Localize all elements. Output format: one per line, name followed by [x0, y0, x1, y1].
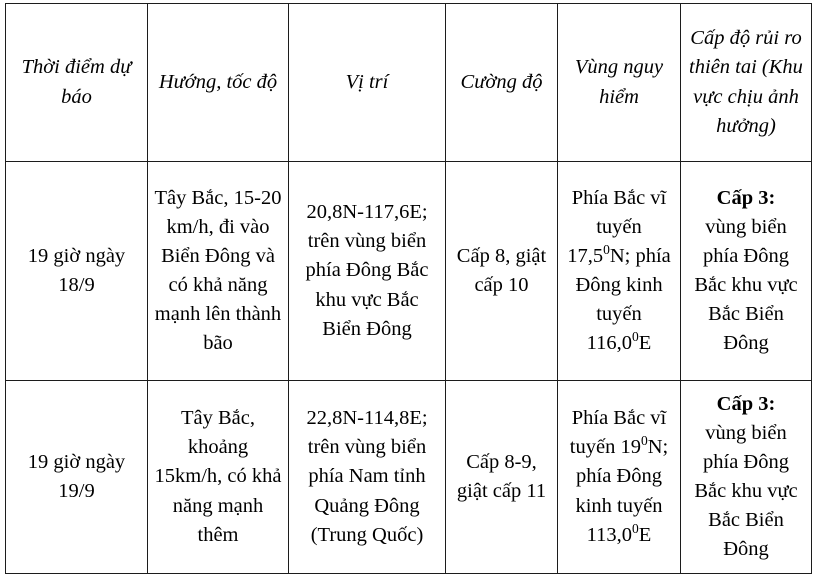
danger-zone-text-part3: E: [638, 523, 652, 546]
cell-direction-speed: Tây Bắc, 15-20 km/h, đi vào Biển Đông và có khả năng mạnh lên thành bão: [148, 162, 289, 381]
cell-direction-speed: Tây Bắc, khoảng 15km/h, có khả năng mạnh thêm: [148, 381, 289, 574]
danger-zone-text-part1: Phía Bắc vĩ tuyến 17,5: [567, 186, 667, 267]
cell-forecast-time: 19 giờ ngày 19/9: [6, 381, 148, 574]
column-header-forecast-time: Thời điểm dự báo: [6, 4, 148, 162]
degree-superscript: 0: [603, 242, 610, 258]
column-header-intensity: Cường độ: [446, 4, 558, 162]
risk-affected-area: vùng biển phía Đông Bắc khu vực Bắc Biển Đông: [694, 421, 798, 561]
danger-zone-text-part2: N; phía Đông kinh tuyến 116,0: [575, 244, 671, 355]
forecast-table-container: [5, 3, 811, 574]
risk-affected-area: vùng biển phía Đông Bắc khu vực Bắc Biển Đông: [694, 215, 798, 355]
cell-risk-level: [681, 162, 812, 381]
column-header-risk-level: Cấp độ rủi ro thiên tai (Khu vực chịu ảnh hưởng): [681, 4, 812, 162]
table-row: [6, 381, 812, 574]
cell-intensity: Cấp 8-9, giật cấp 11: [446, 381, 558, 574]
column-header-position: Vị trí: [289, 4, 446, 162]
cell-intensity: Cấp 8, giật cấp 10: [446, 162, 558, 381]
table-header-row: [6, 4, 812, 162]
cell-danger-zone: [558, 381, 681, 574]
degree-superscript: 0: [632, 329, 639, 345]
danger-zone-text-part2: N; phía Đông kinh tuyến 113,0: [575, 436, 669, 546]
danger-zone-text-part1: Phía Bắc vĩ tuyến 19: [569, 407, 667, 459]
degree-superscript: 0: [640, 433, 648, 449]
column-header-danger-zone: Vùng nguy hiểm: [558, 4, 681, 162]
risk-level-badge: Cấp 3:: [716, 392, 776, 415]
cell-danger-zone: [558, 162, 681, 381]
cell-position: 20,8N-117,6E; trên vùng biển phía Đông Bắc khu vực Bắc Biển Đông: [289, 162, 446, 381]
danger-zone-text-part3: E: [638, 332, 652, 355]
cell-position: 22,8N-114,8E; trên vùng biển phía Nam tỉnh Quảng Đông (Trung Quốc): [289, 381, 446, 574]
cell-risk-level: [681, 381, 812, 574]
degree-superscript: 0: [632, 520, 639, 536]
cell-forecast-time: 19 giờ ngày 18/9: [6, 162, 148, 381]
storm-forecast-table: [5, 3, 812, 574]
risk-level-badge: Cấp 3:: [716, 186, 776, 209]
column-header-direction-speed: Hướng, tốc độ: [148, 4, 289, 162]
table-row: [6, 162, 812, 381]
